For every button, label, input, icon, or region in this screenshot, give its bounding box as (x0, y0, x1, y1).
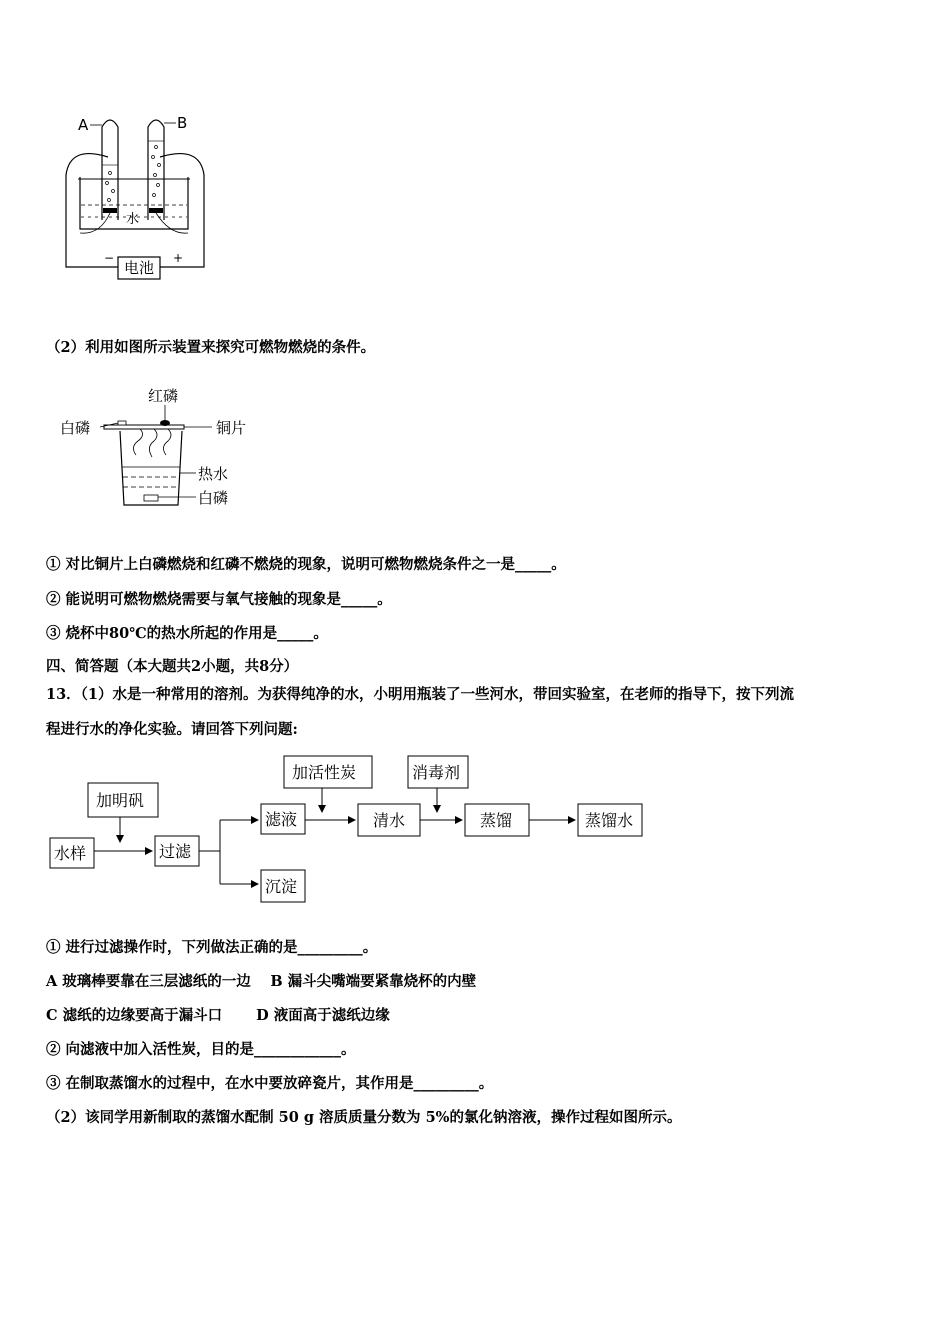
water-sample-box: 水样 (54, 844, 87, 863)
q2-intro: （2）利用如图所示装置来探究可燃物燃烧的条件。 (46, 339, 376, 356)
tube-a-label: A (78, 116, 89, 134)
battery-plus: + (173, 251, 184, 265)
purification-flowchart (0, 750, 950, 910)
battery-minus: − (104, 251, 115, 265)
copper-label: 铜片 (216, 419, 247, 437)
sediment-box: 沉淀 (265, 877, 298, 896)
q13-option-cd: C 滤纸的边缘要高于漏斗口 D 液面高于滤纸边缘 (46, 1007, 390, 1024)
filtrate-box: 滤液 (265, 810, 298, 829)
activated-carbon-box: 加活性炭 (292, 763, 357, 782)
red-phosphorus-label: 红磷 (148, 387, 179, 405)
clear-water-box: 清水 (373, 811, 406, 830)
disinfectant-box: 消毒剂 (412, 763, 461, 782)
q13-part-2: （2）该同学用新制取的蒸馏水配制 50 g 溶质质量分数为 5%的氯化钠溶液，操作过程如图所示。 (46, 1109, 682, 1126)
combustion-figure (60, 383, 260, 513)
q13-item-3: ③ 在制取蒸馏水的过程中，在水中要放碎瓷片，其作用是_________。 (46, 1075, 494, 1092)
q2-item-3: ③ 烧杯中80℃的热水所起的作用是_____。 (46, 625, 328, 642)
section-heading: 四、简答题（本大题共2小题，共8分） (46, 658, 299, 675)
battery-label: 电池 (124, 259, 155, 277)
filtration-box: 过滤 (159, 842, 192, 861)
q2-item-2: ② 能说明可燃物燃烧需要与氧气接触的现象是_____。 (46, 591, 392, 608)
white-phosphorus-bottom-label: 白磷 (198, 489, 229, 507)
q13-option-ab: A 玻璃棒要靠在三层滤纸的一边 B 漏斗尖嘴端要紧靠烧杯的内壁 (46, 973, 477, 990)
q13-item-2: ② 向滤液中加入活性炭，目的是____________。 (46, 1041, 356, 1058)
white-phosphorus-left-label: 白磷 (60, 419, 91, 437)
q13-line-1: 13．（1）水是一种常用的溶剂。为获得纯净的水，小明用瓶装了一些河水，带回实验室，在老师的指导下，按下列流 (46, 686, 795, 703)
tube-b-label: B (177, 114, 188, 132)
electrolysis-figure (60, 105, 220, 290)
q13-item-1: ① 进行过滤操作时，下列做法正确的是_________。 (46, 939, 378, 956)
q2-item-1: ① 对比铜片上白磷燃烧和红磷不燃烧的现象，说明可燃物燃烧条件之一是_____。 (46, 556, 566, 573)
hot-water-label: 热水 (198, 465, 229, 483)
distillation-box: 蒸馏 (480, 811, 513, 830)
distilled-water-box: 蒸馏水 (585, 811, 634, 830)
q13-line-2: 程进行水的净化实验。请回答下列问题: (46, 721, 298, 738)
alum-box: 加明矾 (96, 791, 145, 810)
water-label: 水 (126, 212, 140, 227)
